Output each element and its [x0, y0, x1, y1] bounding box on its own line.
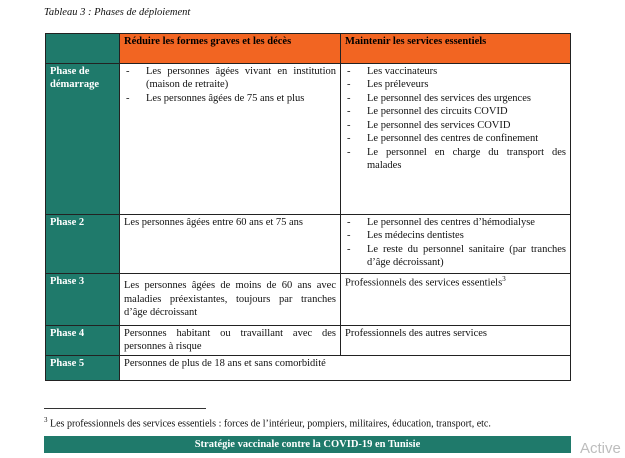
phase-5-col2-cell: [341, 356, 571, 381]
table-caption: Tableau 3 : Phases de déploiement: [44, 7, 191, 18]
phase-label: Phase 3: [46, 274, 120, 326]
header-reduce-severe-forms: Réduire les formes graves et les décès: [120, 34, 341, 64]
table-row-phase-3: [46, 274, 571, 326]
header-corner-cell: [46, 34, 120, 64]
phase-3-col2-cell: [341, 274, 571, 326]
deployment-phases-table: [45, 33, 571, 381]
table-row-phase-start: [46, 64, 571, 215]
table-row-phase-4: [46, 326, 571, 356]
list-item: - Les médecins dentistes: [345, 229, 566, 242]
phase-start-col2-cell: [341, 64, 571, 215]
footnote-separator: [44, 408, 206, 409]
list-item: - Les préleveurs: [345, 78, 566, 91]
list-item: - Les personnes âgées de 75 ans et plus: [124, 92, 336, 105]
phase-4-col1-cell: Personnes habitant ou travaillant avec des personnes à risque: [120, 326, 341, 356]
header-maintain-services: Maintenir les services essentiels: [341, 34, 571, 64]
phase-label: Phase 5: [46, 356, 120, 381]
table-row-phase-5: [46, 356, 571, 381]
phase-3-col1-cell: Les personnes âgées de moins de 60 ans avec maladies préexistantes, toujours par tranches d’âge décroissant: [120, 274, 341, 326]
phase-label: Phase de démarrage: [46, 64, 120, 215]
phase-3-col2-text: Professionnels des services essentiels: [345, 277, 503, 289]
table-header-row: [46, 34, 571, 64]
phase-label: Phase 4: [46, 326, 120, 356]
list-item: - Le personnel des services COVID: [345, 119, 566, 132]
list-item: - Le reste du personnel sanitaire (par tranches d’âge décroissant): [345, 243, 566, 270]
phase-start-col2-list: [345, 65, 566, 173]
activation-watermark: Active: [580, 440, 621, 457]
phase-2-col1-cell: Les personnes âgées entre 60 ans et 75 ans: [120, 215, 341, 274]
phase-start-col1-cell: [120, 64, 341, 215]
footnote-text: Les professionnels des services essentiels : forces de l’intérieur, pompiers, militaires, éducation, transport, etc.: [47, 418, 491, 430]
footnote-number: 3: [44, 416, 48, 424]
list-item: - Les vaccinateurs: [345, 65, 566, 78]
list-item: - Le personnel des circuits COVID: [345, 105, 566, 118]
phase-start-col1-list: [124, 65, 336, 105]
list-item: - Le personnel des centres d’hémodialyse: [345, 216, 566, 229]
list-item: - Les personnes âgées vivant en institution (maison de retraite): [124, 65, 336, 92]
list-item: - Le personnel des services des urgences: [345, 92, 566, 105]
phase-5-col1-cell: Personnes de plus de 18 ans et sans comorbidité: [120, 356, 341, 381]
phase-2-col2-cell: [341, 215, 571, 274]
list-item: - Le personnel en charge du transport des malades: [345, 146, 566, 173]
phase-2-col2-list: [345, 216, 566, 270]
footnote: [44, 416, 491, 429]
phase-label: Phase 2: [46, 215, 120, 274]
phase-4-col2-cell: Professionnels des autres services: [341, 326, 571, 356]
page-footer-banner: Stratégie vaccinale contre la COVID-19 en Tunisie: [44, 436, 571, 453]
list-item: - Le personnel des centres de confinement: [345, 132, 566, 145]
table-row-phase-2: [46, 215, 571, 274]
footnote-ref: 3: [502, 275, 506, 283]
